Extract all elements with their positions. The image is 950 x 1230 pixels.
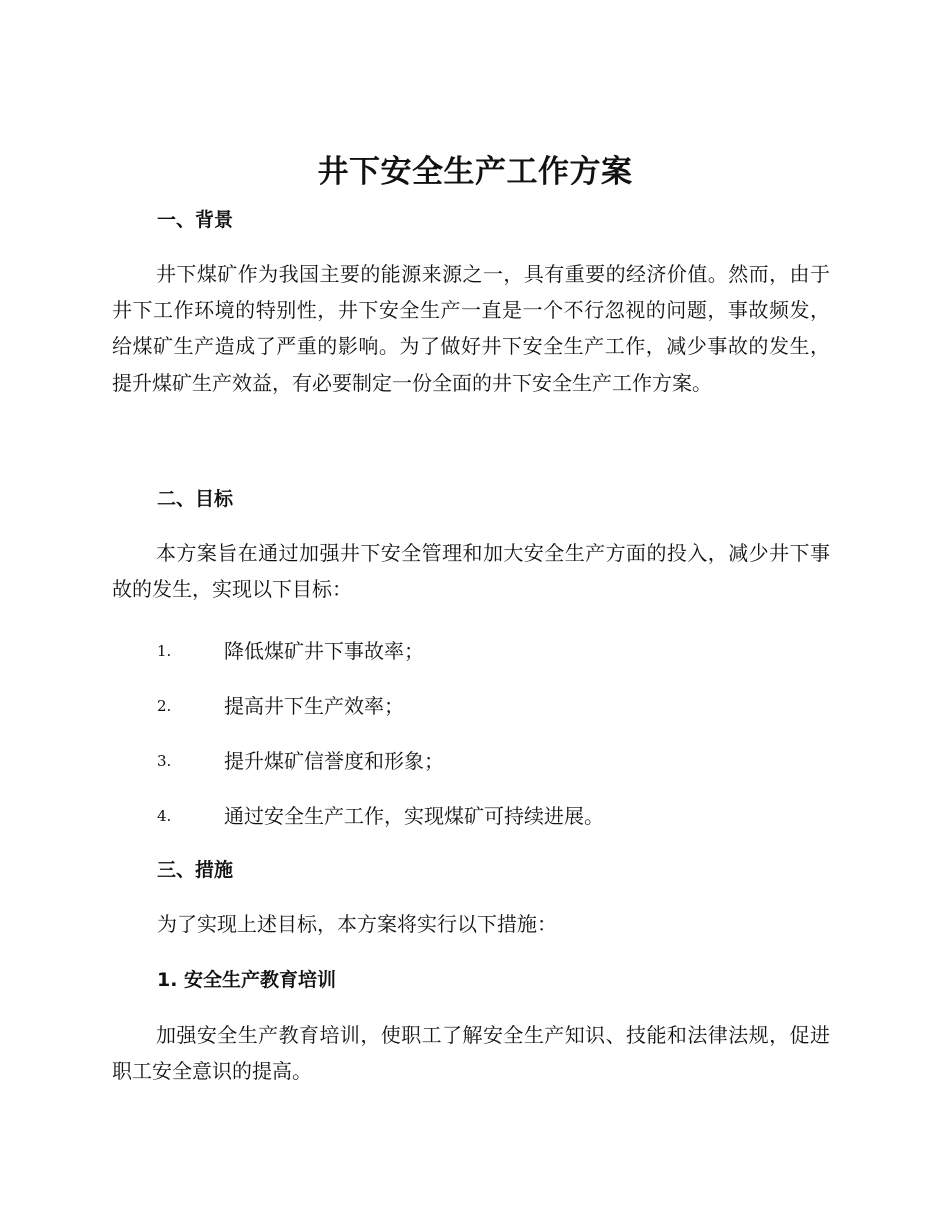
list-text: 通过安全生产工作，实现煤矿可持续进展。: [224, 804, 604, 828]
list-number: 3.: [157, 752, 172, 770]
list-text: 降低煤矿井下事故率；: [224, 639, 424, 663]
list-item: [157, 636, 837, 666]
list-number: 4.: [157, 807, 172, 825]
subsection-heading-training: 1. 安全生产教育培训: [157, 969, 337, 991]
list-number: 2.: [157, 697, 172, 715]
section-heading-goals: 二、目标: [157, 488, 234, 510]
list-item: [157, 801, 837, 831]
measures-intro: 为了实现上述目标，本方案将实行以下措施：: [157, 912, 557, 936]
section-heading-background: 一、背景: [157, 209, 234, 231]
background-paragraph: 井下煤矿作为我国主要的能源来源之一，具有重要的经济价值。然而，由于井下工作环境的特别性，井下安全生产一直是一个不行忽视的问题，事故频发，给煤矿生产造成了严重的影响。为了做好井下安全生产工作，减少事故的发生，提升煤矿生产效益，有必要制定一份全面的井下安全生产工作方案。: [112, 262, 830, 395]
training-paragraph: 加强安全生产教育培训，使职工了解安全生产知识、技能和法律法规，促进职工安全意识的提高。: [112, 1023, 830, 1084]
list-item: [157, 691, 837, 721]
goals-paragraph: 本方案旨在通过加强井下安全管理和加大安全生产方面的投入，减少井下事故的发生，实现以下目标：: [112, 541, 830, 602]
section-heading-measures: 三、措施: [157, 859, 234, 881]
list-number: 1.: [157, 642, 172, 660]
list-text: 提高井下生产效率；: [224, 694, 404, 718]
document-title: 井下安全生产工作方案: [317, 154, 633, 190]
list-text: 提升煤矿信誉度和形象；: [224, 749, 444, 773]
list-item: [157, 746, 837, 776]
